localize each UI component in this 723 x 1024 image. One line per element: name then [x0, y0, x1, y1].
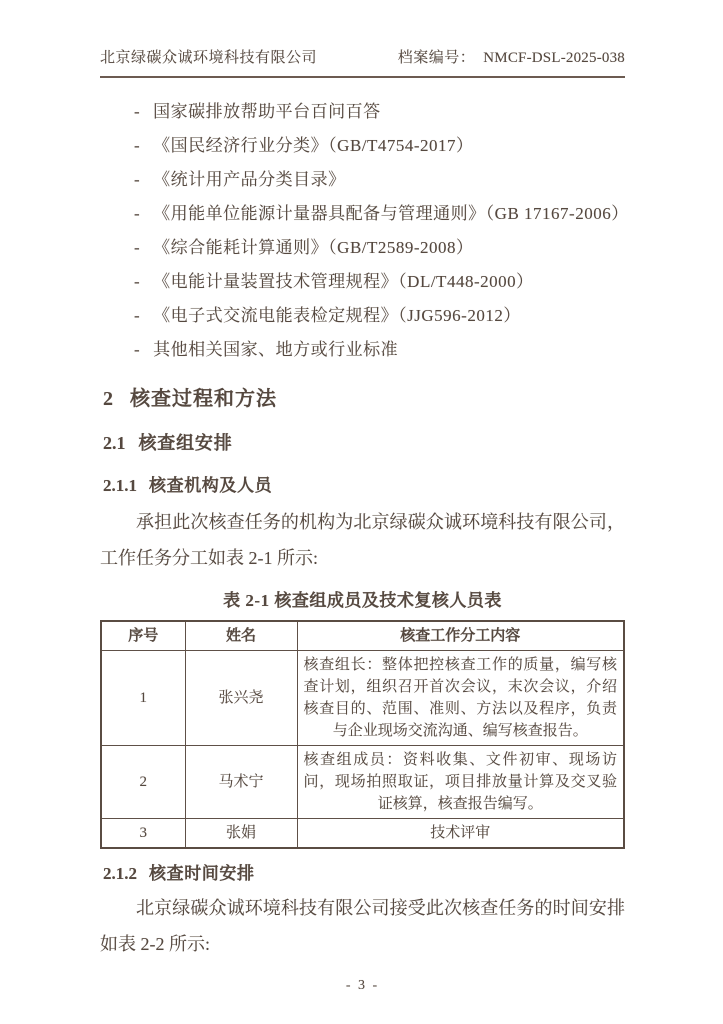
reference-text: 《综合能耗计算通则》（GB/T2589-2008） [153, 238, 474, 257]
reference-text: 《统计用产品分类目录》 [153, 170, 346, 189]
company-name: 北京绿碳众诚环境科技有限公司 [100, 50, 318, 66]
reference-text: 《电能计量装置技术管理规程》（DL/T448-2000） [153, 272, 534, 291]
table-row [101, 651, 624, 746]
heading-number: 2.1.2 [103, 864, 137, 883]
archive-label: 档案编号： [397, 50, 476, 66]
heading-number: 2 [103, 388, 113, 410]
archive-number: NMCF-DSL-2025-038 [483, 50, 625, 66]
page-number: - 3 - [345, 978, 380, 993]
cell-no: 3 [101, 819, 185, 849]
section-heading-time [103, 859, 625, 884]
list-item [134, 202, 629, 226]
cell-name: 张兴尧 [185, 651, 297, 746]
dash-bullet: - [134, 170, 141, 189]
heading-title: 核查组安排 [138, 433, 233, 453]
column-header-duty: 核查工作分工内容 [297, 621, 624, 651]
dash-bullet: - [134, 102, 141, 121]
column-header-name: 姓名 [185, 621, 297, 651]
cell-duty: 技术评审 [297, 819, 624, 849]
heading-number: 2.1 [103, 433, 126, 453]
time-intro-paragraph: 北京绿碳众诚环境科技有限公司接受此次核查任务的时间安排如表 2-2 所示: [100, 898, 625, 954]
dash-bullet: - [134, 136, 141, 155]
list-item [134, 134, 625, 158]
section-heading-org [103, 471, 625, 496]
dash-bullet: - [134, 272, 141, 291]
heading-number: 2.1.1 [103, 476, 137, 495]
cell-name: 张娟 [185, 819, 297, 849]
heading-title: 核查过程和方法 [130, 388, 277, 410]
cell-no: 1 [101, 651, 185, 746]
table-row [101, 746, 624, 819]
team-table [100, 620, 625, 849]
list-item [134, 270, 625, 294]
list-item [134, 100, 625, 124]
cell-duty: 核查组成员：资料收集、文件初审、现场访问，现场拍照取证，项目排放量计算及交叉验证核算，核查报告编写。 [297, 746, 624, 819]
section-heading-team [103, 429, 625, 455]
list-item [134, 338, 625, 362]
list-item [134, 168, 625, 192]
dash-bullet: - [134, 306, 141, 325]
reference-text: 其他相关国家、地方或行业标准 [153, 340, 399, 359]
reference-text: 《国民经济行业分类》（GB/T4754-2017） [153, 136, 474, 155]
heading-title: 核查时间安排 [149, 864, 255, 883]
archive-info [398, 46, 625, 67]
dash-bullet: - [134, 340, 141, 359]
cell-name: 马术宁 [185, 746, 297, 819]
heading-title: 核查机构及人员 [149, 476, 273, 495]
list-item [134, 304, 625, 328]
table-header-row [101, 621, 624, 651]
page-header [100, 46, 625, 78]
org-intro-paragraph: 承担此次核查任务的机构为北京绿碳众诚环境科技有限公司，工作任务分工如表 2-1 所示: [100, 512, 625, 568]
dash-bullet: - [134, 238, 141, 257]
table-row [101, 819, 624, 849]
cell-no: 2 [101, 746, 185, 819]
reference-text: 《用能单位能源计量器具配备与管理通则》（GB 17167-2006） [153, 204, 629, 223]
section-heading-process [103, 382, 625, 411]
list-item [134, 236, 625, 260]
cell-duty: 核查组长：整体把控核查工作的质量，编写核查计划，组织召开首次会议，末次会议，介绍核查目的、范围、准则、方法以及程序，负责与企业现场交流沟通、编写核查报告。 [297, 651, 624, 746]
reference-list [134, 100, 629, 362]
table-caption: 表 2-1 核查组成员及技术复核人员表 [223, 591, 502, 610]
column-header-no: 序号 [101, 621, 185, 651]
reference-text: 国家碳排放帮助平台百问百答 [153, 102, 381, 121]
dash-bullet: - [134, 204, 141, 223]
reference-text: 《电子式交流电能表检定规程》（JJG596-2012） [153, 306, 521, 325]
